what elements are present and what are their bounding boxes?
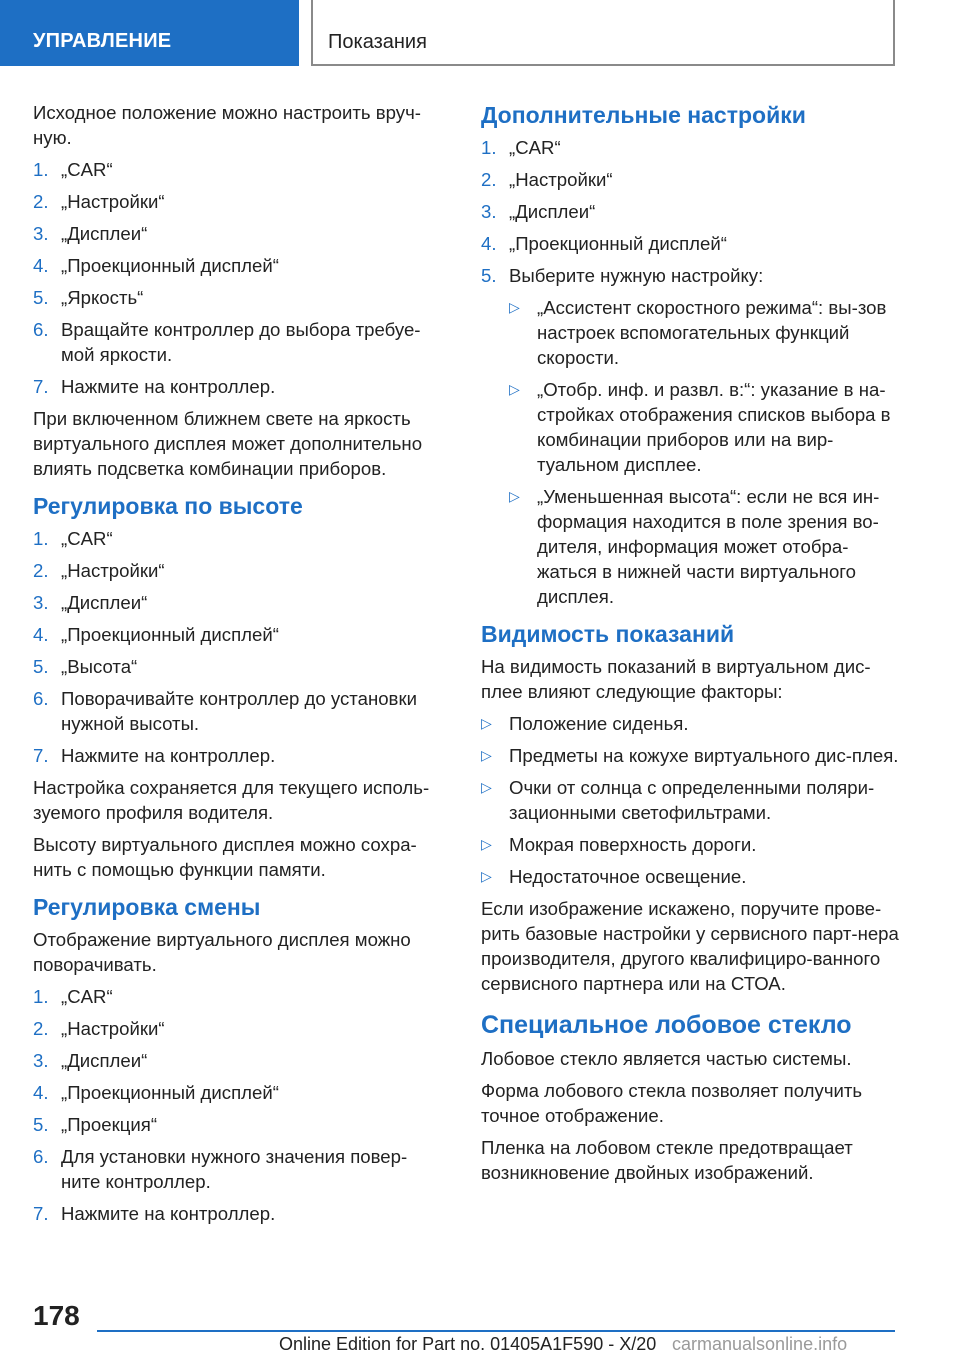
visibility-intro: На видимость показаний в виртуальном дис-плее влияют следующие факторы: xyxy=(481,656,871,702)
list-item xyxy=(481,135,901,160)
step-number: 1. xyxy=(33,528,49,549)
height-steps xyxy=(33,526,443,768)
step-number: 2. xyxy=(33,191,49,212)
list-item xyxy=(33,1201,443,1226)
windshield-text-1: Лобовое стекло является частью системы. xyxy=(481,1048,852,1069)
step-number: 3. xyxy=(481,201,497,222)
factor-text: Предметы на кожухе виртуального дис-плея. xyxy=(509,745,899,766)
step-number: 7. xyxy=(33,1203,49,1224)
list-item xyxy=(481,199,901,224)
brightness-note: При включенном ближнем свете на яркость виртуального дисплея может дополнительно влиять подсветка комбинации приборов. xyxy=(33,408,423,479)
step-text: „Настройки“ xyxy=(61,1018,165,1039)
footer-divider xyxy=(97,1330,895,1332)
step-text: „Проекционный дисплей“ xyxy=(509,233,727,254)
list-item xyxy=(33,157,443,182)
list-item xyxy=(33,1016,443,1041)
step-text: Нажмите на контроллер. xyxy=(61,745,276,766)
option-text: „Уменьшенная высота“: если не вся ин-формация находится в поле зрения во-дителя, информация может отобра-жаться в нижней части виртуального дисплея. xyxy=(537,486,880,607)
list-item xyxy=(481,231,901,256)
triangle-right-icon: ▷ xyxy=(509,299,520,315)
rotation-steps xyxy=(33,984,443,1226)
height-heading: Регулировка по высоте xyxy=(33,493,303,519)
step-number: 7. xyxy=(33,376,49,397)
step-number: 3. xyxy=(33,592,49,613)
intro-text: Исходное положение можно настроить вруч-ную. xyxy=(33,102,421,148)
extra-settings-steps xyxy=(481,135,901,288)
triangle-right-icon: ▷ xyxy=(481,836,492,852)
step-number: 2. xyxy=(33,560,49,581)
chapter-tab xyxy=(311,0,895,66)
list-item xyxy=(509,484,901,609)
visibility-heading: Видимость показаний xyxy=(481,621,735,647)
triangle-right-icon: ▷ xyxy=(481,779,492,795)
step-text: „Дисплеи“ xyxy=(509,201,596,222)
visibility-factors xyxy=(481,711,901,889)
list-item xyxy=(481,711,901,736)
step-number: 4. xyxy=(33,624,49,645)
list-item xyxy=(509,377,901,477)
step-number: 1. xyxy=(33,159,49,180)
page-number: 178 xyxy=(33,1300,80,1331)
section-tab xyxy=(0,0,299,66)
factor-text: Недостаточное освещение. xyxy=(509,866,747,887)
step-text: „Настройки“ xyxy=(61,191,165,212)
triangle-right-icon: ▷ xyxy=(481,715,492,731)
step-text: „Проекционный дисплей“ xyxy=(61,255,279,276)
step-text: „Настройки“ xyxy=(61,560,165,581)
step-number: 4. xyxy=(33,255,49,276)
list-item xyxy=(33,654,443,679)
list-item xyxy=(33,622,443,647)
step-text: Для установки нужного значения повер-ните контроллер. xyxy=(61,1146,408,1192)
step-text: „Высота“ xyxy=(61,656,138,677)
rotation-intro: Отображение виртуального дисплея можно поворачивать. xyxy=(33,929,411,975)
step-number: 2. xyxy=(481,169,497,190)
step-text: Нажмите на контроллер. xyxy=(61,376,276,397)
height-note-memory: Высоту виртуального дисплея можно сохра-нить с помощью функции памяти. xyxy=(33,834,417,880)
list-item xyxy=(33,558,443,583)
step-text: Вращайте контроллер до выбора требуе-мой яркости. xyxy=(61,319,421,365)
step-text: „CAR“ xyxy=(61,528,113,549)
factor-text: Положение сиденья. xyxy=(509,713,689,734)
step-text: „Дисплеи“ xyxy=(61,223,148,244)
step-number: 3. xyxy=(33,1050,49,1071)
step-text: Поворачивайте контроллер до установки нужной высоты. xyxy=(61,688,417,734)
factor-text: Очки от солнца с определенными поляри-зационными светофильтрами. xyxy=(509,777,875,823)
list-item xyxy=(33,221,443,246)
list-item xyxy=(481,832,901,857)
chapter-title: Показания xyxy=(328,31,427,53)
triangle-right-icon: ▷ xyxy=(509,488,520,504)
extra-settings-heading: Дополнительные настройки xyxy=(481,102,806,128)
option-text: „Ассистент скоростного режима“: вы-зов настроек вспомогательных функций скорости. xyxy=(537,297,887,368)
list-item xyxy=(33,590,443,615)
list-item xyxy=(481,864,901,889)
list-item xyxy=(481,743,901,768)
step-text: „CAR“ xyxy=(61,159,113,180)
left-column xyxy=(33,100,443,1233)
list-item xyxy=(33,1048,443,1073)
factor-text: Мокрая поверхность дороги. xyxy=(509,834,757,855)
list-item xyxy=(33,189,443,214)
step-text: „Проекция“ xyxy=(61,1114,158,1135)
windshield-heading: Специальное лобовое стекло xyxy=(481,1011,852,1039)
step-text: „Дисплеи“ xyxy=(61,1050,148,1071)
edition-info: Online Edition for Part no. 01405A1F590 - X/20 xyxy=(279,1334,657,1354)
step-number: 6. xyxy=(33,1146,49,1167)
list-item xyxy=(481,775,901,825)
list-item xyxy=(481,167,901,192)
rotation-heading: Регулировка смены xyxy=(33,894,261,920)
step-text: „Настройки“ xyxy=(509,169,613,190)
list-item xyxy=(33,1080,443,1105)
list-item xyxy=(509,295,901,370)
triangle-right-icon: ▷ xyxy=(481,868,492,884)
step-number: 6. xyxy=(33,319,49,340)
windshield-text-3: Пленка на лобовом стекле предотвращает возникновение двойных изображений. xyxy=(481,1137,853,1183)
step-number: 7. xyxy=(33,745,49,766)
section-title: УПРАВЛЕНИЕ xyxy=(33,30,172,52)
step-number: 5. xyxy=(33,656,49,677)
list-item xyxy=(33,1112,443,1137)
step-number: 5. xyxy=(33,287,49,308)
step-text: „CAR“ xyxy=(509,137,561,158)
list-item xyxy=(33,1144,443,1194)
windshield-text-2: Форма лобового стекла позволяет получить точное отображение. xyxy=(481,1080,863,1126)
list-item xyxy=(33,526,443,551)
step-text: „Дисплеи“ xyxy=(61,592,148,613)
step-text: „Яркость“ xyxy=(61,287,144,308)
visibility-note: Если изображение искажено, поручите прове-рить базовые настройки у сервисного парт-нера производителя, другого квалифициро-ванного сервисного партнера или на СТОА. xyxy=(481,898,899,994)
step-number: 2. xyxy=(33,1018,49,1039)
step-number: 5. xyxy=(33,1114,49,1135)
triangle-right-icon: ▷ xyxy=(481,747,492,763)
list-item xyxy=(33,285,443,310)
option-text: „Отобр. инф. и развл. в:“: указание в на-стройках отображения списков выбора в комбинации приборов или на вир-туальном дисплее. xyxy=(537,379,891,475)
list-item xyxy=(481,263,901,288)
step-number: 6. xyxy=(33,688,49,709)
step-text: Нажмите на контроллер. xyxy=(61,1203,276,1224)
step-text: „CAR“ xyxy=(61,986,113,1007)
step-text: „Проекционный дисплей“ xyxy=(61,1082,279,1103)
step-text: „Проекционный дисплей“ xyxy=(61,624,279,645)
step-number: 1. xyxy=(33,986,49,1007)
step-number: 3. xyxy=(33,223,49,244)
list-item xyxy=(33,317,443,367)
height-note-profile: Настройка сохраняется для текущего исполь-зуемого профиля водителя. xyxy=(33,777,430,823)
list-item xyxy=(33,686,443,736)
extra-settings-options xyxy=(509,295,901,609)
brightness-steps xyxy=(33,157,443,399)
list-item xyxy=(33,253,443,278)
triangle-right-icon: ▷ xyxy=(509,381,520,397)
list-item xyxy=(33,743,443,768)
step-text: Выберите нужную настройку: xyxy=(509,265,764,286)
list-item xyxy=(33,374,443,399)
watermark: carmanualsonline.info xyxy=(672,1334,848,1354)
right-column xyxy=(481,100,901,1192)
step-number: 4. xyxy=(33,1082,49,1103)
step-number: 5. xyxy=(481,265,497,286)
step-number: 1. xyxy=(481,137,497,158)
step-number: 4. xyxy=(481,233,497,254)
list-item xyxy=(33,984,443,1009)
